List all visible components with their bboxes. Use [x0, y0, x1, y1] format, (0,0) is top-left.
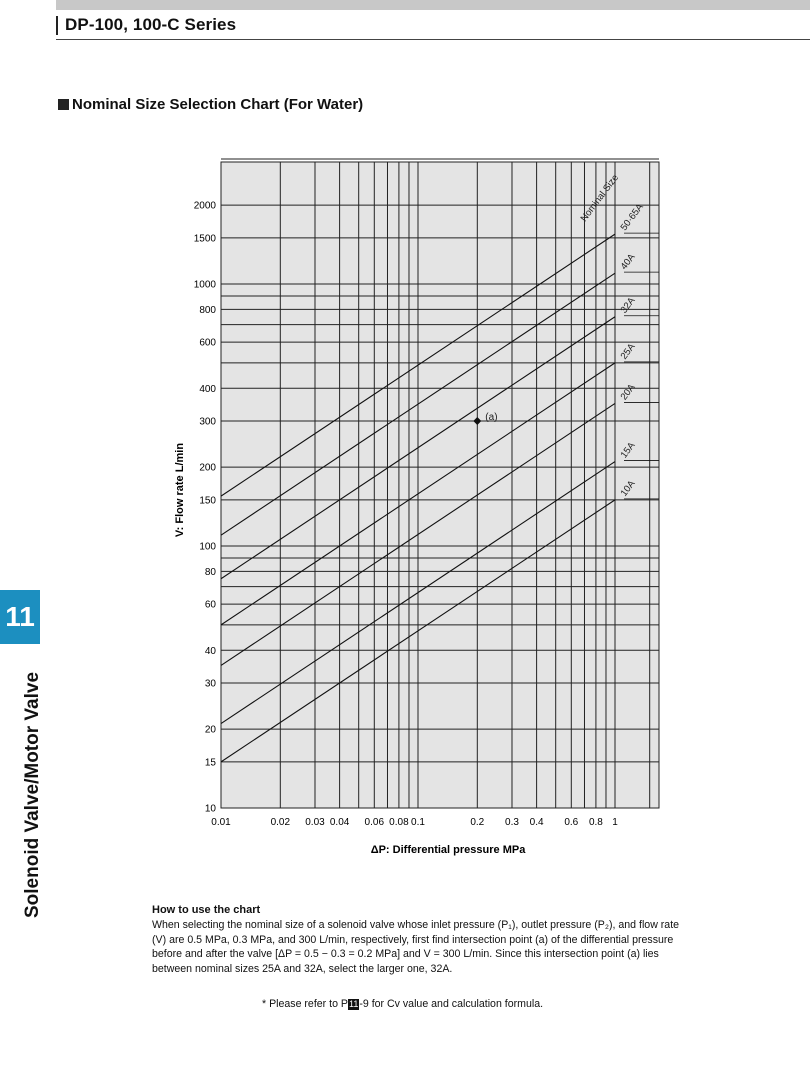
x-tick-label-0-2: 0.2 [470, 817, 485, 828]
legend-title: Nominal Size [578, 172, 622, 224]
y-tick-label-10: 10 [204, 803, 216, 815]
x-tick-label-0-02: 0.02 [270, 817, 291, 828]
series-label-10A: 10A [618, 478, 638, 499]
plot-area [221, 162, 659, 808]
y-tick-label-150: 150 [199, 495, 216, 507]
y-tick-label-1000: 1000 [193, 279, 216, 291]
series-label-5065A: 50·65A [618, 201, 646, 233]
x-axis-label: ΔP: Differential pressure MPa [370, 844, 526, 856]
series-label-32A: 32A [618, 295, 638, 316]
x-tick-label-0-3: 0.3 [505, 817, 519, 828]
x-tick-label-0-6: 0.6 [564, 817, 579, 828]
footnote-suffix: -9 for Cv value and calculation formula. [359, 998, 544, 1010]
x-tick-labels [211, 817, 618, 828]
y-tick-label-300: 300 [199, 416, 216, 428]
y-tick-label-100: 100 [199, 541, 216, 553]
y-tick-labels [194, 201, 217, 815]
y-tick-label-60: 60 [204, 599, 216, 611]
how-to-heading: How to use the chart [152, 904, 261, 916]
annotation-label-0: (a) [485, 411, 498, 423]
x-tick-label-1: 1 [612, 817, 618, 828]
chapter-label: Solenoid Valve/Motor Valve [22, 671, 43, 919]
y-tick-label-20: 20 [204, 724, 216, 736]
y-tick-label-200: 200 [199, 462, 216, 474]
how-to-body: When selecting the nominal size of a solenoid valve whose inlet pressure (P₁), outlet pressure (P₂), and flow rate (V) are 0.5 MPa, 0.3 MPa, and 300 L/min, respectively, first find intersection point (a) of the differential pressure before and after the valve [ΔP = 0.5 − 0.3 = 0.2 MPa] and V = 300 L/min. Since this intersection point (a) lies between nominal sizes 25A and 32A, select the larger one, 32A. [152, 918, 680, 976]
x-tick-label-0-03: 0.03 [305, 817, 325, 828]
footnote-prefix: * Please refer to P [262, 998, 348, 1010]
y-tick-label-30: 30 [204, 678, 216, 690]
series-label-25A: 25A [618, 341, 638, 362]
chapter-number: 11 [5, 601, 35, 632]
x-tick-label-0-4: 0.4 [529, 817, 544, 828]
x-tick-label-0-08: 0.08 [389, 817, 409, 828]
series-label-15A: 15A [618, 440, 638, 461]
how-to-use [152, 903, 692, 977]
footnote [262, 998, 543, 1010]
series-label-40A: 40A [618, 251, 638, 272]
y-tick-label-1500: 1500 [193, 233, 216, 245]
y-tick-label-600: 600 [199, 337, 216, 349]
x-tick-label-0-1: 0.1 [411, 817, 425, 828]
x-tick-label-0-06: 0.06 [364, 817, 385, 828]
page-title: DP-100, 100-C Series [65, 15, 237, 34]
x-tick-label-0-01: 0.01 [211, 817, 231, 828]
y-tick-label-400: 400 [199, 383, 216, 395]
chapter-tab [0, 590, 40, 644]
y-tick-label-80: 80 [204, 566, 216, 578]
y-tick-label-800: 800 [199, 304, 216, 316]
x-tick-label-0-8: 0.8 [588, 817, 603, 828]
y-tick-label-15: 15 [204, 757, 216, 769]
section-title-text: Nominal Size Selection Chart (For Water) [72, 96, 364, 113]
page-ref-box: 11 [348, 999, 359, 1009]
y-tick-label-2000: 2000 [193, 200, 216, 212]
x-tick-label-0-04: 0.04 [329, 817, 350, 828]
y-axis-label: V: Flow rate L/min [174, 442, 186, 538]
y-tick-label-40: 40 [204, 645, 216, 657]
series-label-20A: 20A [618, 382, 638, 403]
